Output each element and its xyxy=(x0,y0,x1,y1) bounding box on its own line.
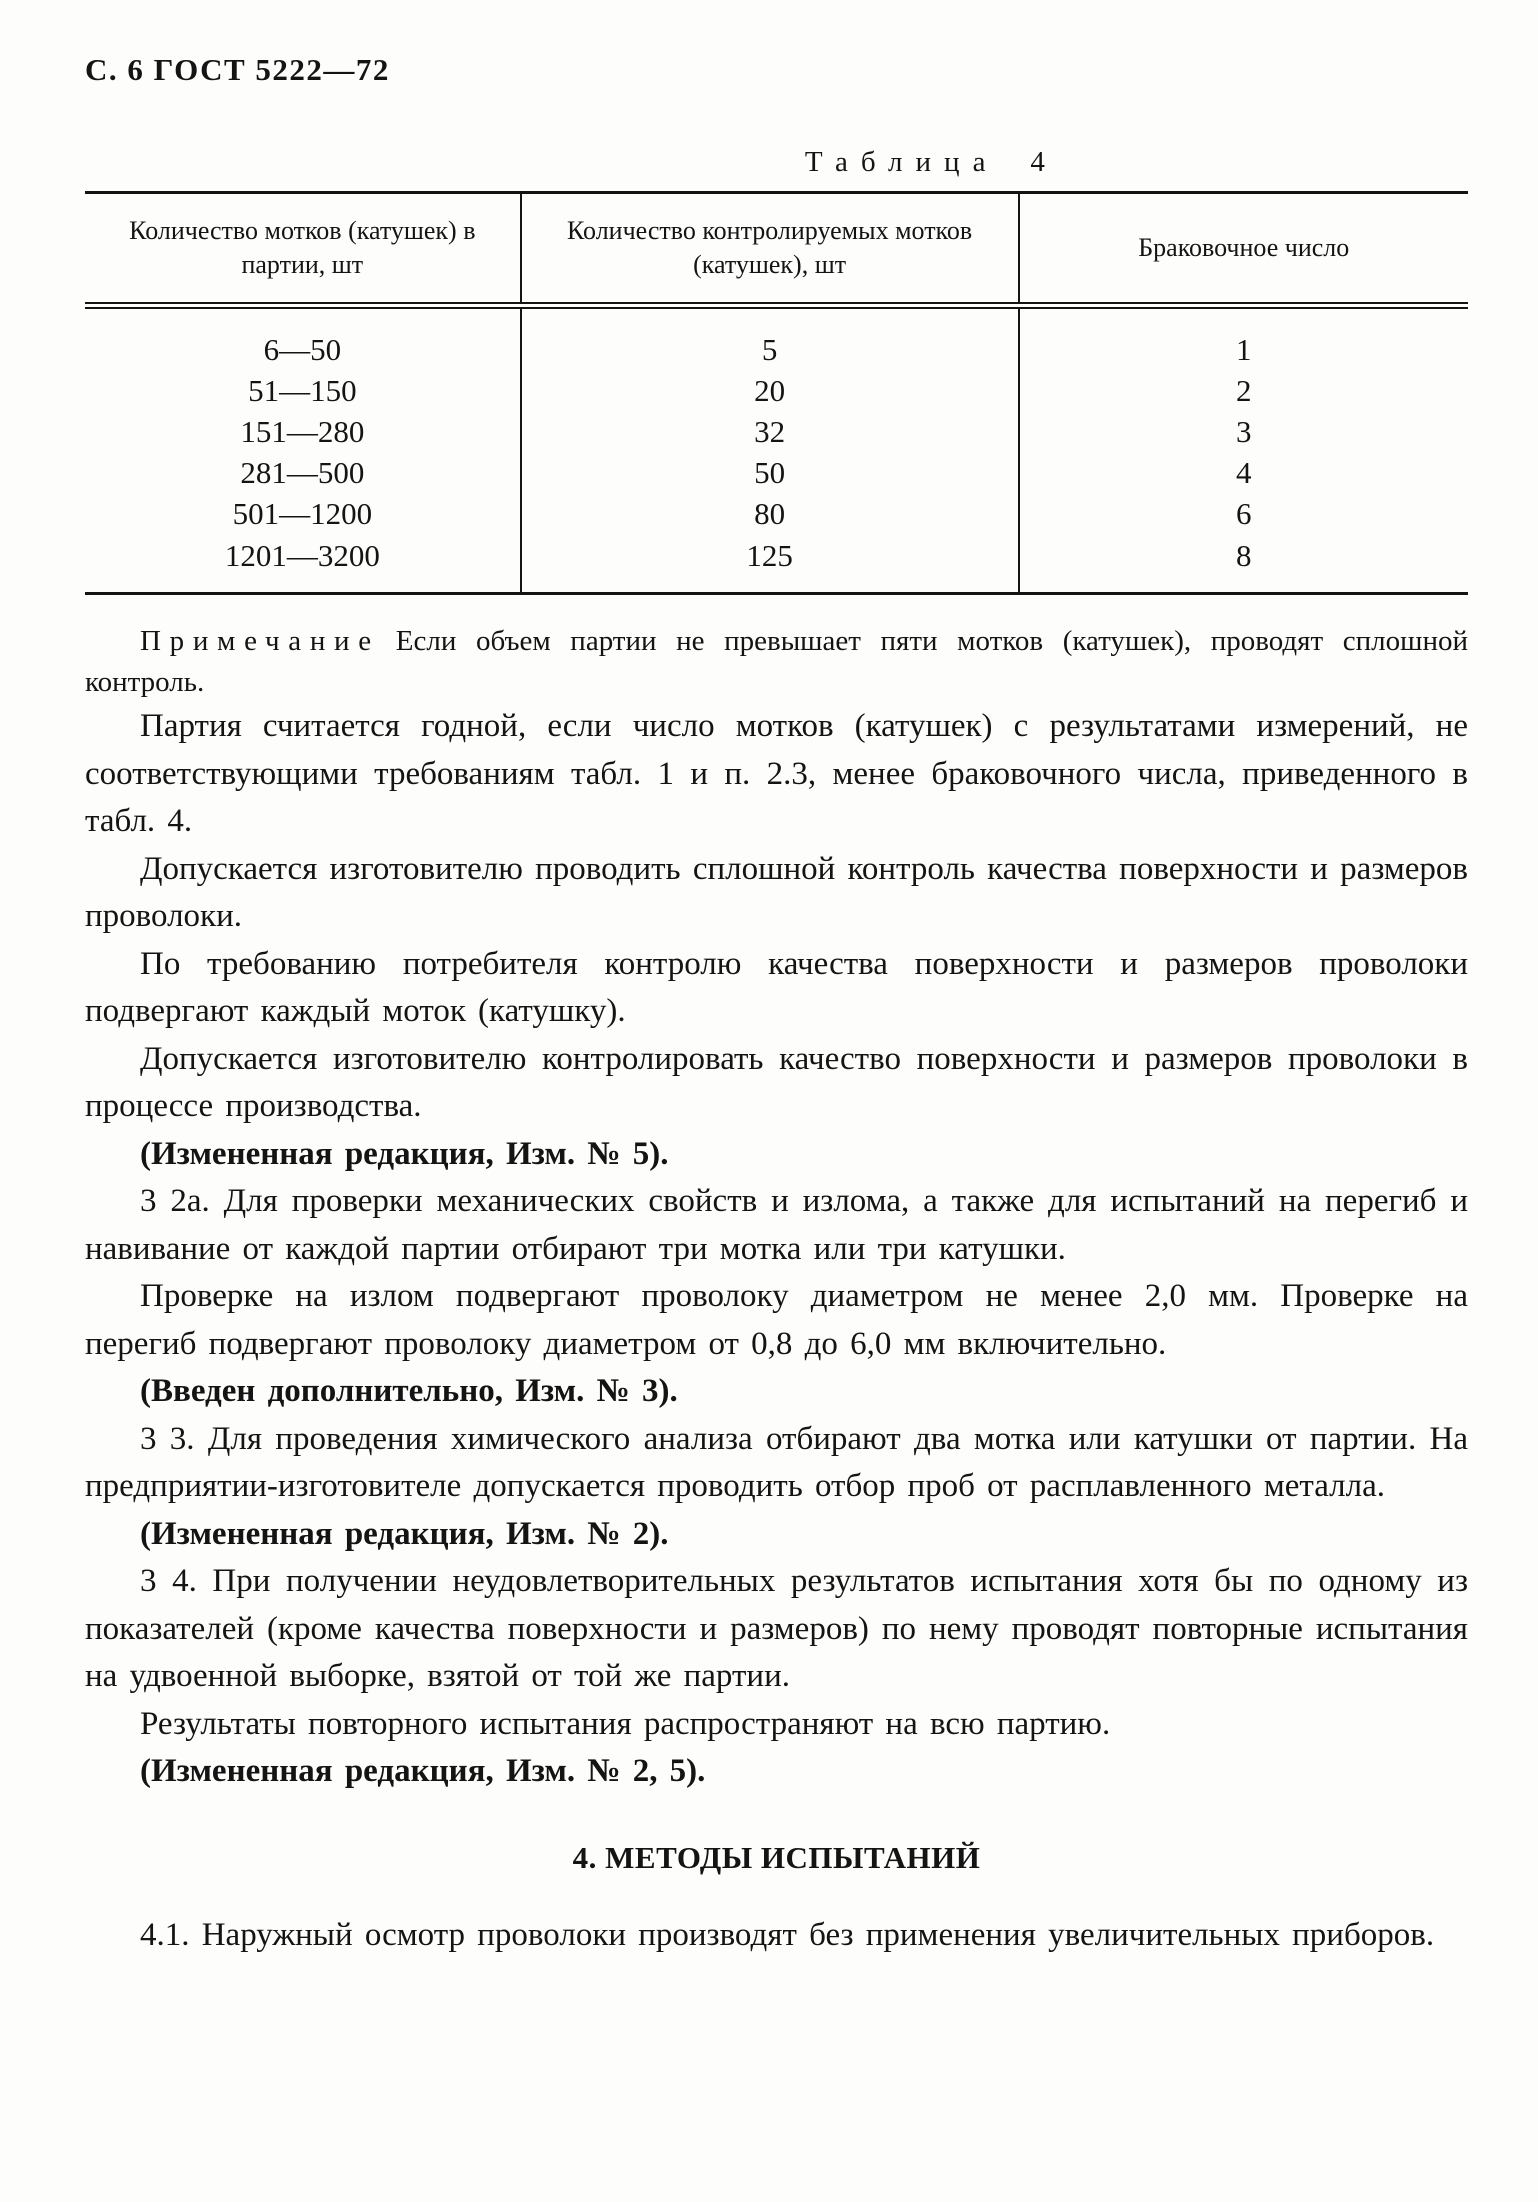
table-row xyxy=(85,452,1468,493)
column-header-batch-size: Количество мотков (катушек) в партии, шт xyxy=(85,193,521,306)
table-cell: 151—280 xyxy=(85,411,521,452)
table-cell: 6—50 xyxy=(85,305,521,370)
table-cell: 5 xyxy=(521,305,1019,370)
table-cell: 3 xyxy=(1236,413,1252,449)
table-cell: 32 xyxy=(521,411,1019,452)
table-cell: 51—150 xyxy=(85,370,521,411)
paragraph: Допускается изготовителю проводить сплошной контроль качества поверхности и размеров проволоки. xyxy=(85,850,1468,935)
paragraph: Проверке на излом подвергают проволоку диаметром не менее 2,0 мм. Проверке на перегиб подвергают проволоку диаметром от 0,8 до 6,0 мм включительно. xyxy=(85,1278,1468,1362)
table-cell: 6 xyxy=(1236,496,1252,532)
table-cell: 501—1200 xyxy=(85,493,521,534)
table-cell: 20 xyxy=(521,370,1019,411)
note-label: Примечание xyxy=(140,624,380,657)
table-cell: 1201—3200 xyxy=(85,535,521,594)
section-heading: 4. МЕТОДЫ ИСПЫТАНИЙ xyxy=(572,1839,981,1875)
page-header: С. 6 ГОСТ 5222—72 xyxy=(85,52,390,87)
table-header-row xyxy=(85,193,1468,306)
table-cell: 50 xyxy=(521,452,1019,493)
paragraph: Результаты повторного испытания распространяют на всю партию. xyxy=(140,1705,1111,1742)
paragraph: 3 3. Для проведения химического анализа отбирают два мотка или катушки от партии. На предприятии-изготовителе допускается проводить отбор проб от расплавленного металла. xyxy=(85,1420,1468,1505)
table-row xyxy=(85,370,1468,411)
table-note xyxy=(85,621,1468,703)
table-caption: Таблица 4 xyxy=(804,146,1058,178)
table-cell: 2 xyxy=(1236,372,1252,408)
table-cell: 1 xyxy=(1236,331,1252,367)
amendment-note: (Измененная редакция, Изм. № 2). xyxy=(140,1515,669,1552)
sampling-table xyxy=(85,191,1468,595)
column-header-rejection-number: Браковочное число xyxy=(1019,193,1468,306)
paragraph: 4.1. Наружный осмотр проволоки производят без применения увеличительных приборов. xyxy=(140,1916,1435,1953)
amendment-note: (Измененная редакция, Изм. № 5). xyxy=(140,1135,669,1172)
amendment-note: (Измененная редакция, Изм. № 2, 5). xyxy=(140,1753,706,1790)
table-row xyxy=(85,305,1468,370)
paragraph: Допускается изготовителю контролировать качество поверхности и размеров проволоки в процессе производства. xyxy=(85,1040,1468,1125)
note-text: Если объем партии не превышает пяти мотков (катушек), проводят сплошной контроль. xyxy=(85,624,1468,698)
table-row xyxy=(85,493,1468,534)
paragraph: 3 2а. Для проверки механических свойств и излома, а также для испытаний на перегиб и навивание от каждой партии отбирают три мотка или три катушки. xyxy=(85,1183,1468,1267)
amendment-note: (Введен дополнительно, Изм. № 3). xyxy=(140,1373,678,1410)
paragraph: По требованию потребителя контролю качества поверхности и размеров проволоки подвергают каждый моток (катушку). xyxy=(85,945,1468,1030)
table-cell: 8 xyxy=(1236,537,1252,573)
table-row xyxy=(85,535,1468,594)
paragraph: 3 4. При получении неудовлетворительных результатов испытания хотя бы по одному из показателей (кроме качества поверхности и размеров) по нему проводят повторные испытания на удвоенной выборке, взятой от той же партии. xyxy=(85,1563,1468,1695)
table-cell: 125 xyxy=(521,535,1019,594)
table-cell: 80 xyxy=(521,493,1019,534)
paragraph: Партия считается годной, если число мотков (катушек) с результатами измерений, не соответствующими требованиям табл. 1 и п. 2.3, менее браковочного числа, приведенного в табл. 4. xyxy=(85,708,1468,840)
table-cell: 4 xyxy=(1236,455,1252,491)
table-row xyxy=(85,411,1468,452)
table-cell: 281—500 xyxy=(85,452,521,493)
column-header-inspected-count: Количество контролируемых мотков (катушек), шт xyxy=(521,193,1019,306)
